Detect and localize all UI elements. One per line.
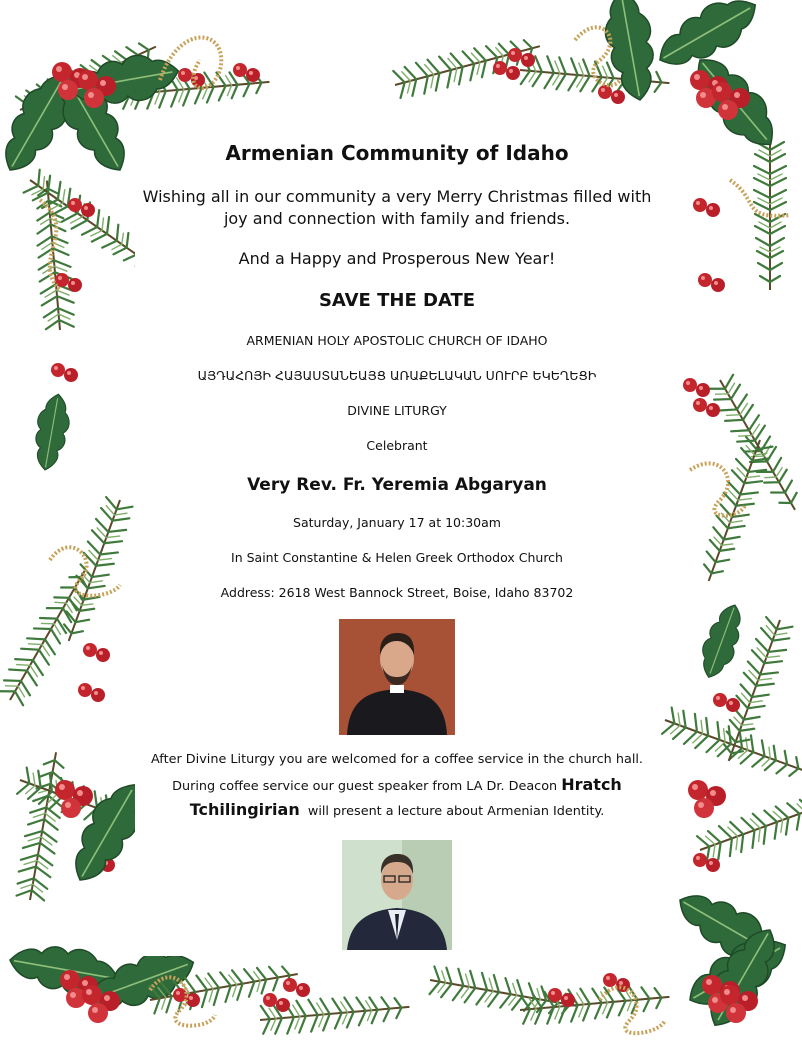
after-liturgy-line-1: After Divine Liturgy you are welcomed for a coffee service in the church hall.	[151, 752, 643, 767]
coffee-service-intro: During coffee service our guest speaker from LA Dr. Deacon	[172, 779, 562, 794]
save-the-date-heading: SAVE THE DATE	[318, 290, 476, 311]
community-title: Armenian Community of Idaho	[225, 141, 569, 165]
after-liturgy-line-3	[135, 800, 659, 819]
speaker-last-name: Tchilingirian	[189, 800, 300, 819]
new-year-wish: And a Happy and Prosperous New Year!	[238, 249, 556, 268]
greeting-line-1: Wishing all in our community a very Merry Christmas filled with	[142, 187, 652, 206]
speaker-photo	[342, 840, 452, 950]
lecture-description: will present a lecture about Armenian Identity.	[307, 804, 605, 819]
service-location: In Saint Constantine & Helen Greek Orthodox Church	[231, 550, 563, 565]
church-name-english: ARMENIAN HOLY APOSTOLIC CHURCH OF IDAHO	[246, 333, 548, 348]
church-address: Address: 2618 West Bannock Street, Boise, Idaho 83702	[220, 585, 574, 600]
flyer-card	[135, 131, 659, 956]
celebrant-photo	[339, 619, 455, 735]
celebrant-label: Celebrant	[366, 438, 428, 453]
service-name: DIVINE LITURGY	[347, 403, 447, 418]
celebrant-name: Very Rev. Fr. Yeremia Abgaryan	[247, 475, 547, 495]
greeting-line-2: joy and connection with family and friends.	[223, 209, 571, 228]
church-name-armenian: ԱՅԴԱՀՈՅԻ ՀԱՅԱՍՏԱՆԵԱՅՑ ԱՌԱՔԵԼԱԿԱՆ ՍՈՒՐԲ ԵԿԵՂԵՑԻ	[197, 368, 597, 383]
right-garland	[660, 600, 802, 872]
speaker-first-name: Hratch	[561, 775, 622, 794]
after-liturgy-line-2	[135, 775, 659, 794]
service-date-time: Saturday, January 17 at 10:30am	[293, 515, 501, 530]
